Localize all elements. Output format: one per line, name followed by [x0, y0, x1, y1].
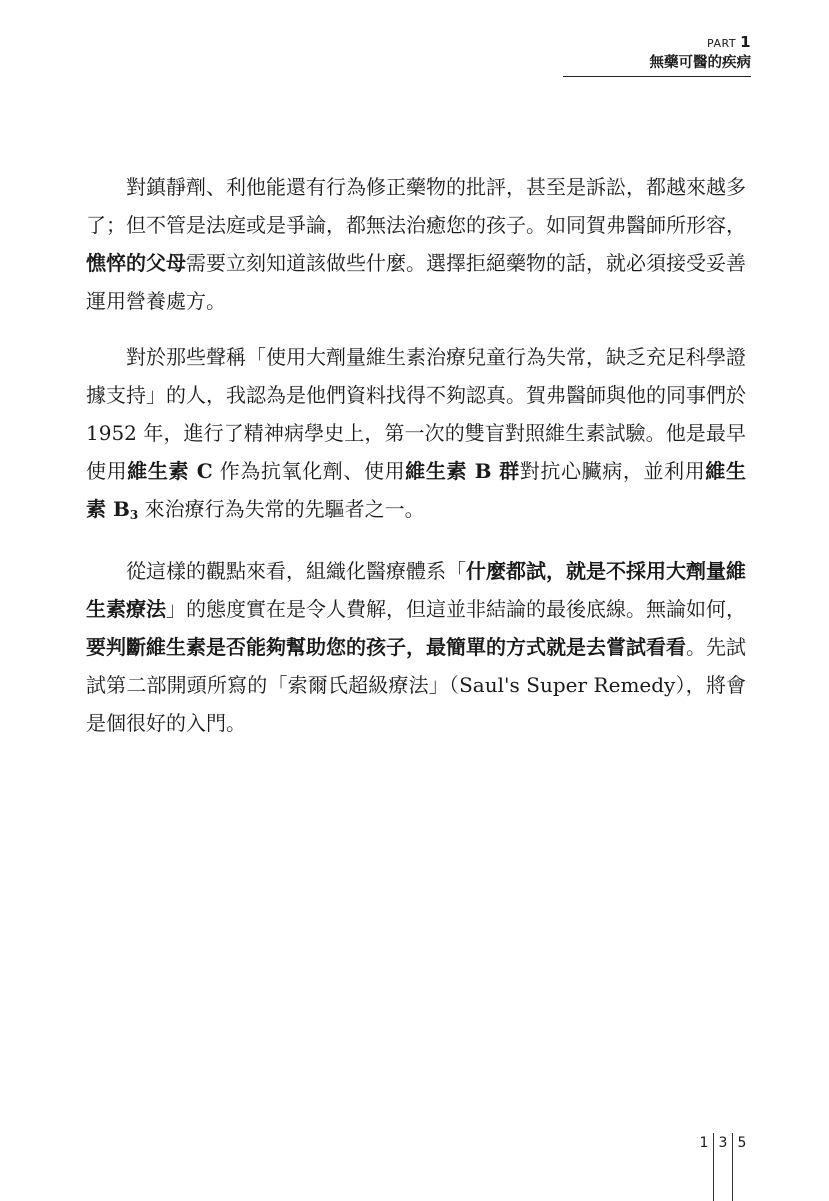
text-segment: 對於那些聲稱「使用大劑量維生素治療兒童行為失常，缺乏充足科學證據支持」的人，我認為是他們資料找得不夠認真。賀弗醫師與他的同事們於 1952 年，進行了精神病學史上，第一次的雙盲對照維生素試驗。他是最早使用	[86, 345, 746, 483]
chapter-title: 無藥可醫的疾病	[649, 55, 751, 71]
bold-text: 憔悴的父母	[86, 251, 186, 275]
text-segment: 。先試試第二部開頭所寫的「索爾氏超級療法」（Saul's Super Remedy），將會是個很好的入門。	[86, 635, 746, 735]
bold-text: 維生素 B 群	[405, 459, 520, 483]
text-segment: 需要立刻知道該做些什麼。選擇拒絕藥物的話，就必須接受妥善運用營養處方。	[86, 251, 746, 313]
page-number	[695, 1133, 751, 1201]
page-digit-1: 1	[699, 1135, 709, 1151]
page-digit-3: 5	[737, 1135, 747, 1151]
text-segment: 」的態度實在是令人費解，但這並非結論的最後底線。無論如何，	[166, 597, 746, 621]
header-rule	[563, 76, 751, 77]
bold-text: 什麼都試，就是不採用大劑量維生素療法	[86, 559, 746, 621]
text-segment: 對鎮靜劑、利他能還有行為修正藥物的批評，甚至是訴訟，都越來越多了；但不管是法庭或是爭論，都無法治癒您的孩子。如同賀弗醫師所形容，	[86, 175, 746, 237]
text-segment: 來治療行為失常的先驅者之一。	[138, 497, 425, 521]
paragraph-2	[86, 338, 746, 534]
text-segment: 作為抗氧化劑、使用	[212, 459, 406, 483]
text-segment: 對抗心臟病，並利用	[519, 459, 706, 483]
paragraph-1	[86, 168, 746, 320]
running-header	[551, 34, 751, 73]
bold-text: 3	[129, 508, 139, 522]
page-digit-2: 3	[718, 1135, 728, 1151]
part-text: PART	[707, 37, 737, 50]
text-segment: 從這樣的觀點來看，組織化醫療體系「	[126, 559, 466, 583]
bold-text: 維生素 B	[86, 459, 746, 521]
part-number: 1	[740, 33, 751, 51]
bold-text: 要判斷維生素是否能夠幫助您的孩子，最簡單的方式就是去嘗試看看	[86, 635, 686, 659]
bold-text: 維生素 C	[127, 459, 213, 483]
part-label	[551, 34, 751, 52]
body-text	[86, 168, 746, 760]
paragraph-3	[86, 552, 746, 742]
